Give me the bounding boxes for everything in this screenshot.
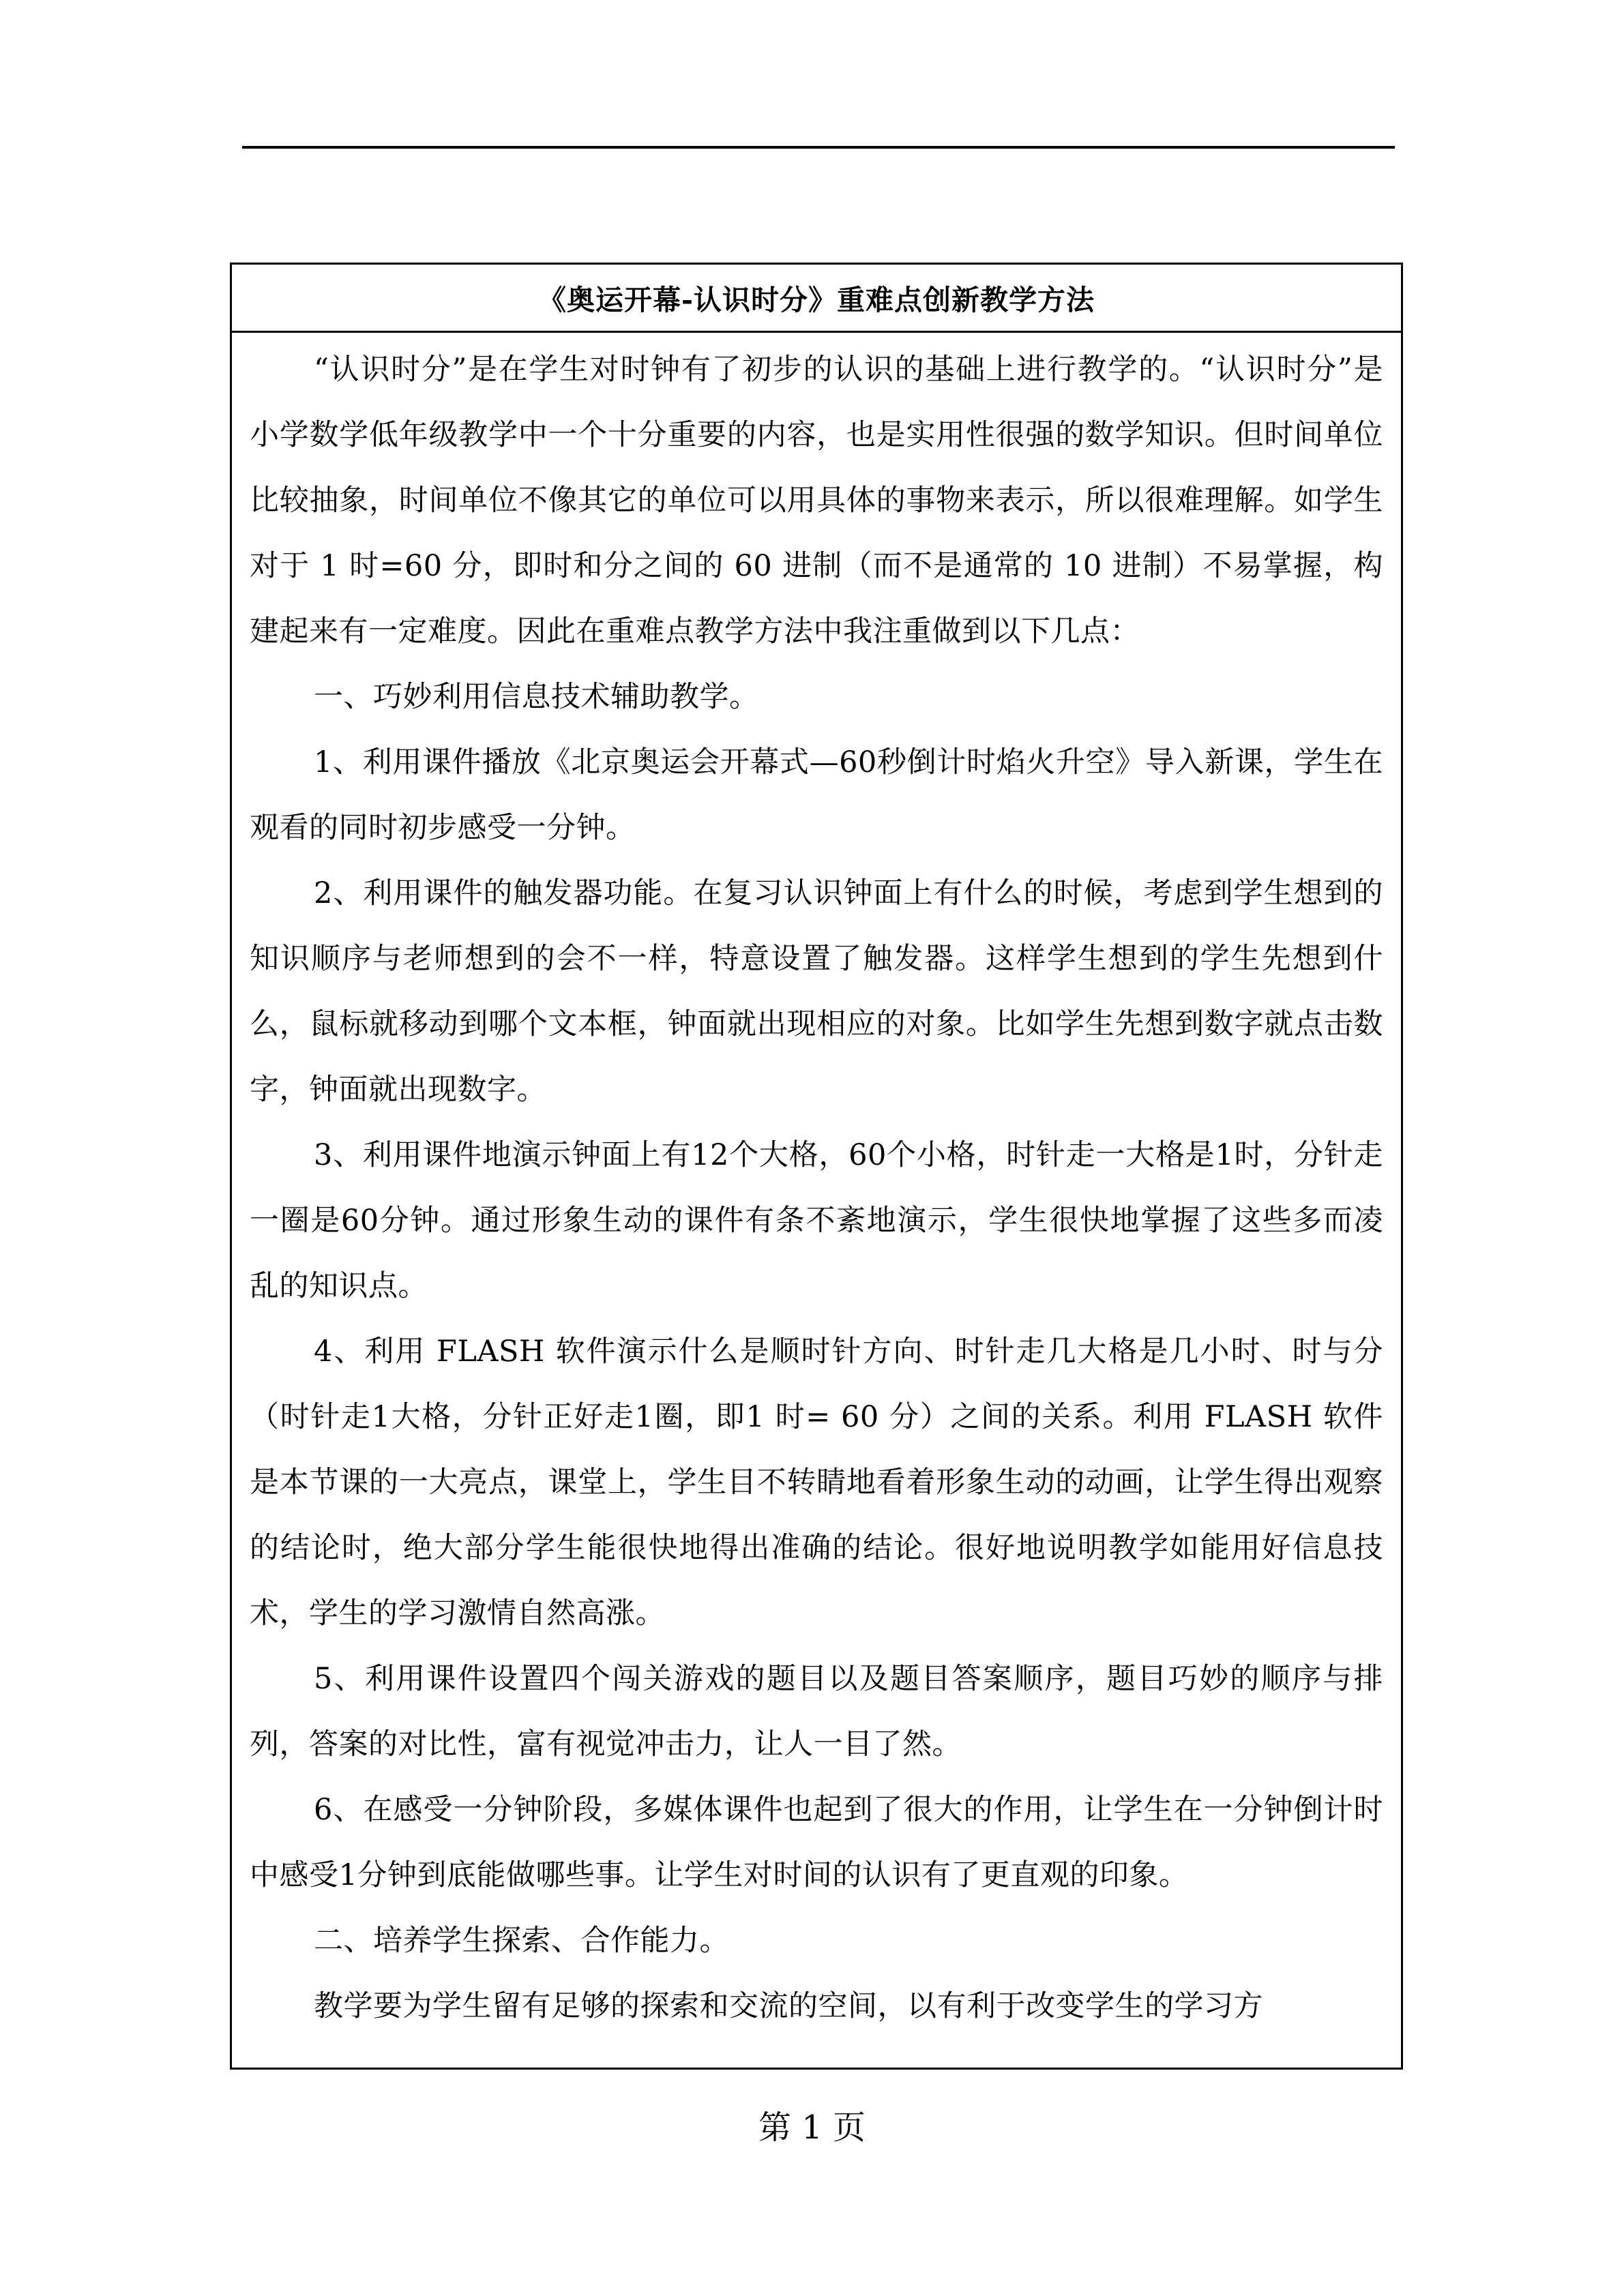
section-heading-2: 二、培养学生探索、合作能力。	[314, 1924, 729, 1958]
page-number: 第 1 页	[758, 2108, 866, 2147]
point-paragraph-4: 4、利用 FLASH 软件演示什么是顺时针方向、时针走几大格是几小时、时与分（时针走1大格，分针正好走1圈，即1 时= 60 分）之间的关系。利用 FLASH 软件是本节课的一大亮点，课堂上，学生目不转睛地看着形象生动的动画，让学生得出观察的结论时，绝大部分学生能很快地得出准确的结论。很好地说明教学如能用好信息技术，学生的学习激情自然高涨。	[250, 1335, 1383, 1630]
point-paragraph-5: 5、利用课件设置四个闯关游戏的题目以及题目答案顺序，题目巧妙的顺序与排列，答案的对比性，富有视觉冲击力，让人一目了然。	[250, 1662, 1383, 1761]
intro-paragraph: “认识时分”是在学生对时钟有了初步的认识的基础上进行教学的。“认识时分”是小学数学低年级教学中一个十分重要的内容，也是实用性很强的数学知识。但时间单位比较抽象，时间单位不像其它的单位可以用具体的事物来表示，所以很难理解。如学生对于 1 时=60 分，即时和分之间的 60 进制（而不是通常的 10 进制）不易掌握，构建起来有一定难度。因此在重难点教学方法中我注重做到以下几点：	[250, 353, 1383, 648]
closing-paragraph: 教学要为学生留有足够的探索和交流的空间，以有利于改变学生的学习方	[314, 1989, 1263, 2023]
point-paragraph-1: 1、利用课件播放《北京奥运会开幕式—60秒倒计时焰火升空》导入新课，学生在观看的同时初步感受一分钟。	[250, 745, 1383, 845]
document-table	[230, 263, 1403, 2070]
point-paragraph-6: 6、在感受一分钟阶段，多媒体课件也起到了很大的作用，让学生在一分钟倒计时中感受1分钟到底能做哪些事。让学生对时间的认识有了更直观的印象。	[250, 1793, 1383, 1892]
header-rule	[242, 146, 1395, 149]
document-title: 《奥运开幕-认识时分》重难点创新教学方法	[232, 265, 1401, 333]
point-paragraph-2: 2、利用课件的触发器功能。在复习认识钟面上有什么的时候，考虑到学生想到的知识顺序与老师想到的会不一样，特意设置了触发器。这样学生想到的学生先想到什么，鼠标就移动到哪个文本框，钟面就出现相应的对象。比如学生先想到数字就点击数字，钟面就出现数字。	[250, 876, 1383, 1107]
section-heading-1: 一、巧妙利用信息技术辅助教学。	[314, 680, 759, 714]
content-cell	[232, 333, 1401, 2039]
point-paragraph-3: 3、利用课件地演示钟面上有12个大格，60个小格，时针走一大格是1时，分针走一圈是60分钟。通过形象生动的课件有条不紊地演示，学生很快地掌握了这些多而凌乱的知识点。	[250, 1138, 1383, 1303]
